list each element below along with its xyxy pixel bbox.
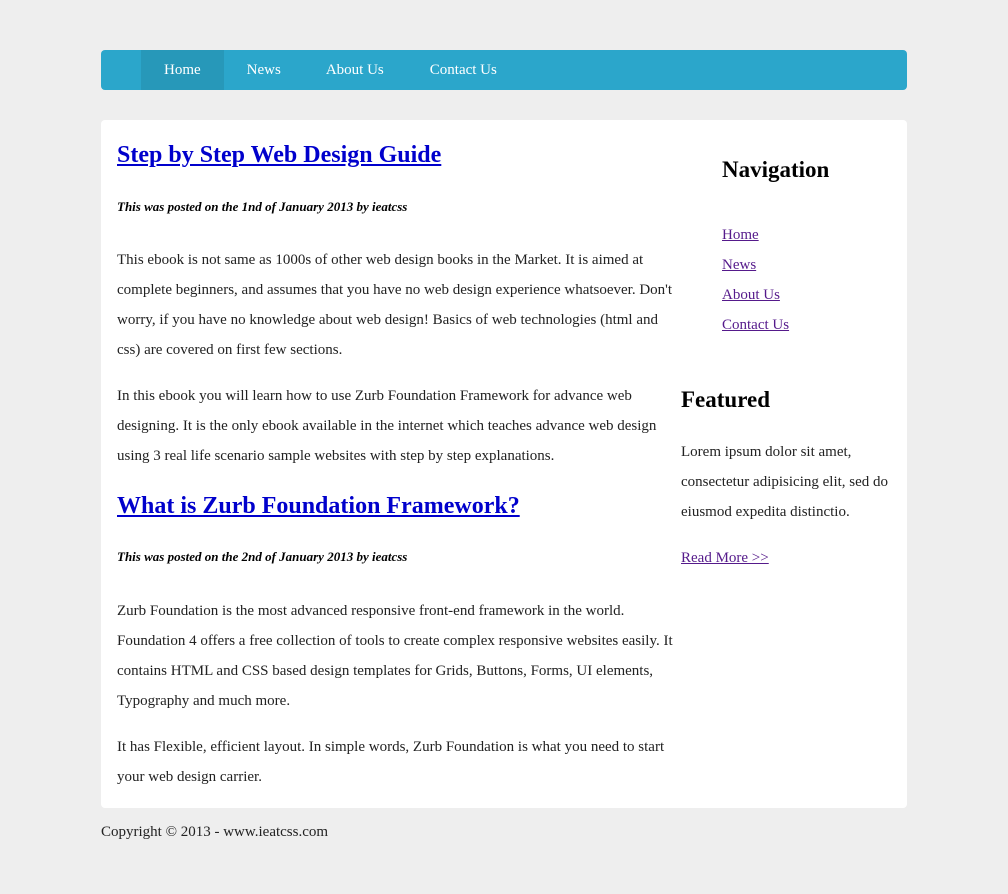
post-paragraph: It has Flexible, efficient layout. In simple words, Zurb Foundation is what you need to start your web design carrier. [117,739,665,785]
post-paragraph: This ebook is not same as 1000s of other web design books in the Market. It is aimed at complete beginners, and assumes that you have no web design experience whatsoever. Don't worry, if you have no knowledge about web design! Basics of web technologies (html and css) are covered on first few sections. [117,252,673,358]
topnav-news[interactable]: News [246,62,281,78]
post-meta: This was posted on the 1nd of January 2013 by ieatcss [117,199,408,214]
sidebar-nav-list [722,220,789,340]
post-title-link[interactable]: Step by Step Web Design Guide [117,142,442,168]
post-meta: This was posted on the 2nd of January 2013 by ieatcss [117,549,408,564]
topnav-contact-us[interactable]: Contact Us [429,62,497,78]
topnav-about-us[interactable]: About Us [325,62,384,78]
post-title-link[interactable]: What is Zurb Foundation Framework? [117,493,520,519]
sidebar-link-about-us[interactable]: About Us [722,287,780,303]
post-paragraph: Zurb Foundation is the most advanced responsive front-end framework in the world. Foundation 4 offers a free collection of tools to create complex responsive websites easily. It contains HTML and CSS based design templates for Grids, Buttons, Forms, UI elements, Typography and much more. [117,603,673,709]
topnav-home[interactable]: Home [141,50,224,90]
read-more-link[interactable]: Read More >> [681,550,769,566]
post-title [117,491,520,521]
top-navigation-bar [101,50,907,90]
featured-heading: Featured [681,387,771,412]
sidebar-navigation-heading: Navigation [722,157,830,182]
sidebar-link-news[interactable]: News [722,257,757,273]
post-paragraph: In this ebook you will learn how to use Zurb Foundation Framework for advance web designing. It is the only ebook available in the internet which teaches advance web design using 3 real life scenario sample websites with step by step explanations. [117,388,657,464]
sidebar-link-home[interactable]: Home [722,227,759,243]
footer-copyright: Copyright © 2013 - www.ieatcss.com [101,824,329,840]
content-panel [101,120,907,808]
featured-text: Lorem ipsum dolor sit amet, consectetur adipisicing elit, sed do eiusmod expedita distinctio. [681,444,889,520]
post-title [117,140,441,170]
sidebar-link-contact-us[interactable]: Contact Us [722,317,790,333]
